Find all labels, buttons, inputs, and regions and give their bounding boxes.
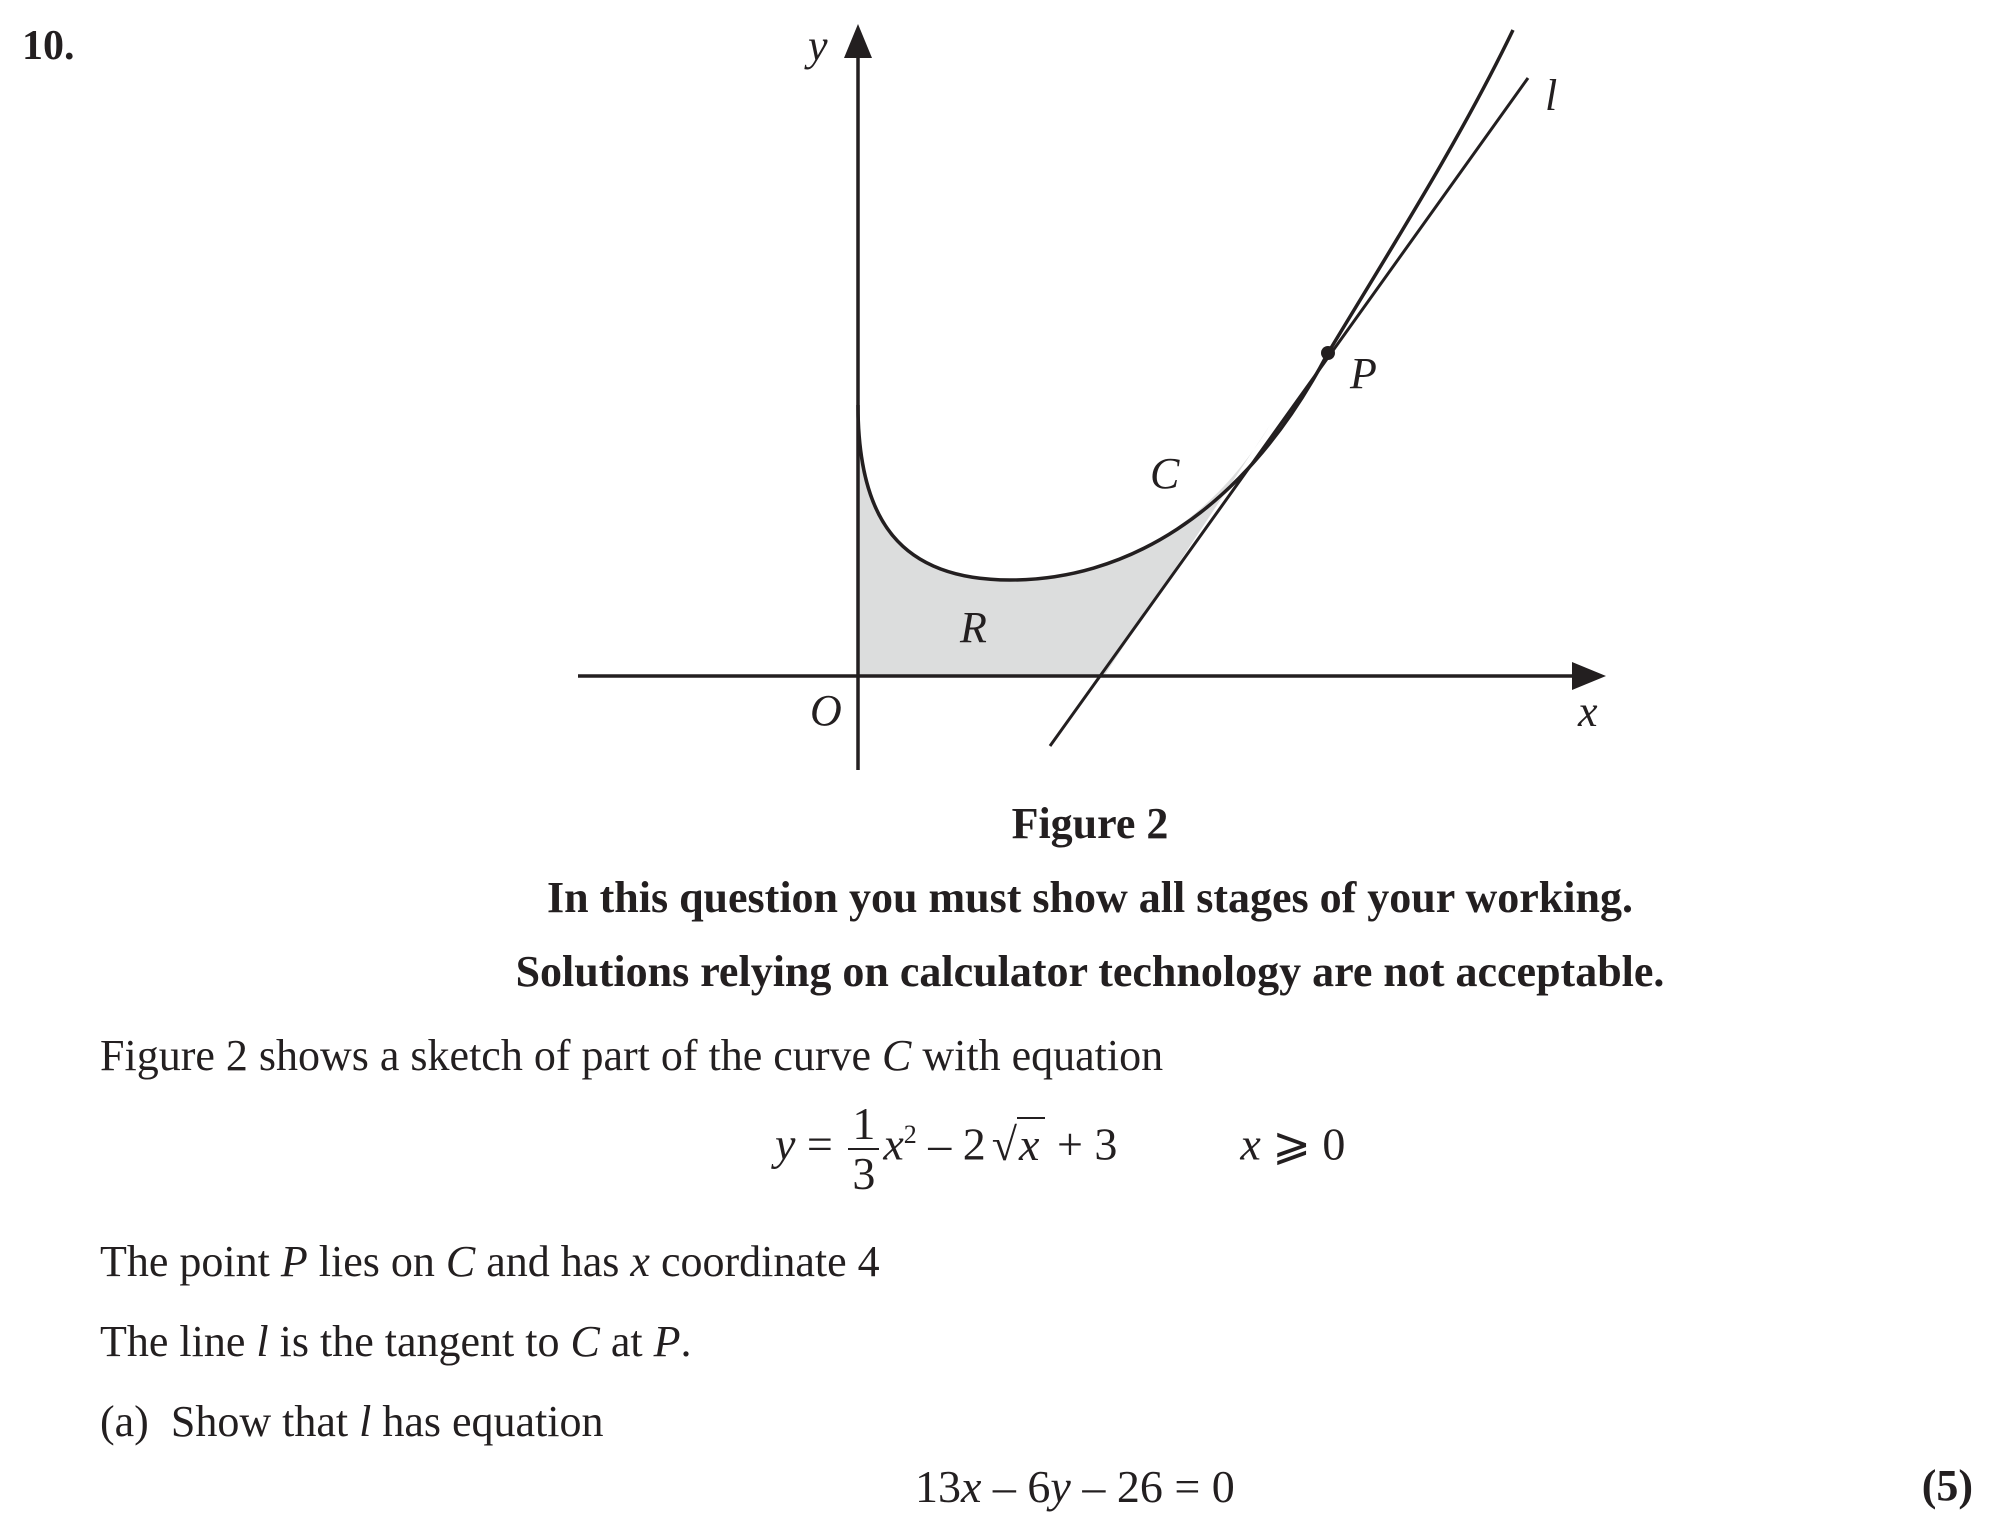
y-axis-label: y [808, 21, 828, 70]
curve-c-label: C [1150, 449, 1180, 498]
figure-caption: Figure 2 [1011, 799, 1169, 848]
region-r-label: R [960, 603, 987, 652]
tangent-line-l [1050, 78, 1528, 746]
fraction-one-third: $\frac{1}{3}$ [848, 1100, 879, 1198]
tangent-equation: 13x – 6y – 26 = 0 [915, 1461, 1235, 1512]
question-number: 10. [22, 23, 75, 69]
point-p-label: P [1350, 349, 1377, 398]
x-axis-label: x [1578, 687, 1598, 736]
tangent-text: The line l is the tangent to C at P. [100, 1317, 692, 1366]
intro-text: Figure 2 shows a sketch of part of the curve C with equation [100, 1031, 1164, 1080]
instruction-line-2: Solutions relying on calculator technology are not acceptable. [515, 947, 1665, 996]
point-p-text: The point P lies on C and has x coordinate 4 [100, 1237, 880, 1286]
point-p-dot [1321, 346, 1335, 360]
part-a-text: (a) Show that l has equation [100, 1397, 604, 1446]
part-a-label: (a) [100, 1397, 149, 1446]
sqrt-symbol: √ [991, 1118, 1018, 1170]
instruction-line-1: In this question you must show all stages of your working. [547, 873, 1633, 922]
origin-label: O [810, 686, 842, 735]
region-r-fill [858, 415, 1270, 676]
y-axis-arrow [844, 24, 872, 58]
curve-c [858, 30, 1513, 580]
line-l-label: l [1545, 71, 1558, 120]
marks-label: (5) [1921, 1461, 1973, 1510]
x-axis-arrow [1572, 662, 1606, 690]
curve-equation: y = $\frac{1}{3}$ $x^2 - 2$ √x + 3 x ⩾ 0 [775, 1098, 1346, 1199]
